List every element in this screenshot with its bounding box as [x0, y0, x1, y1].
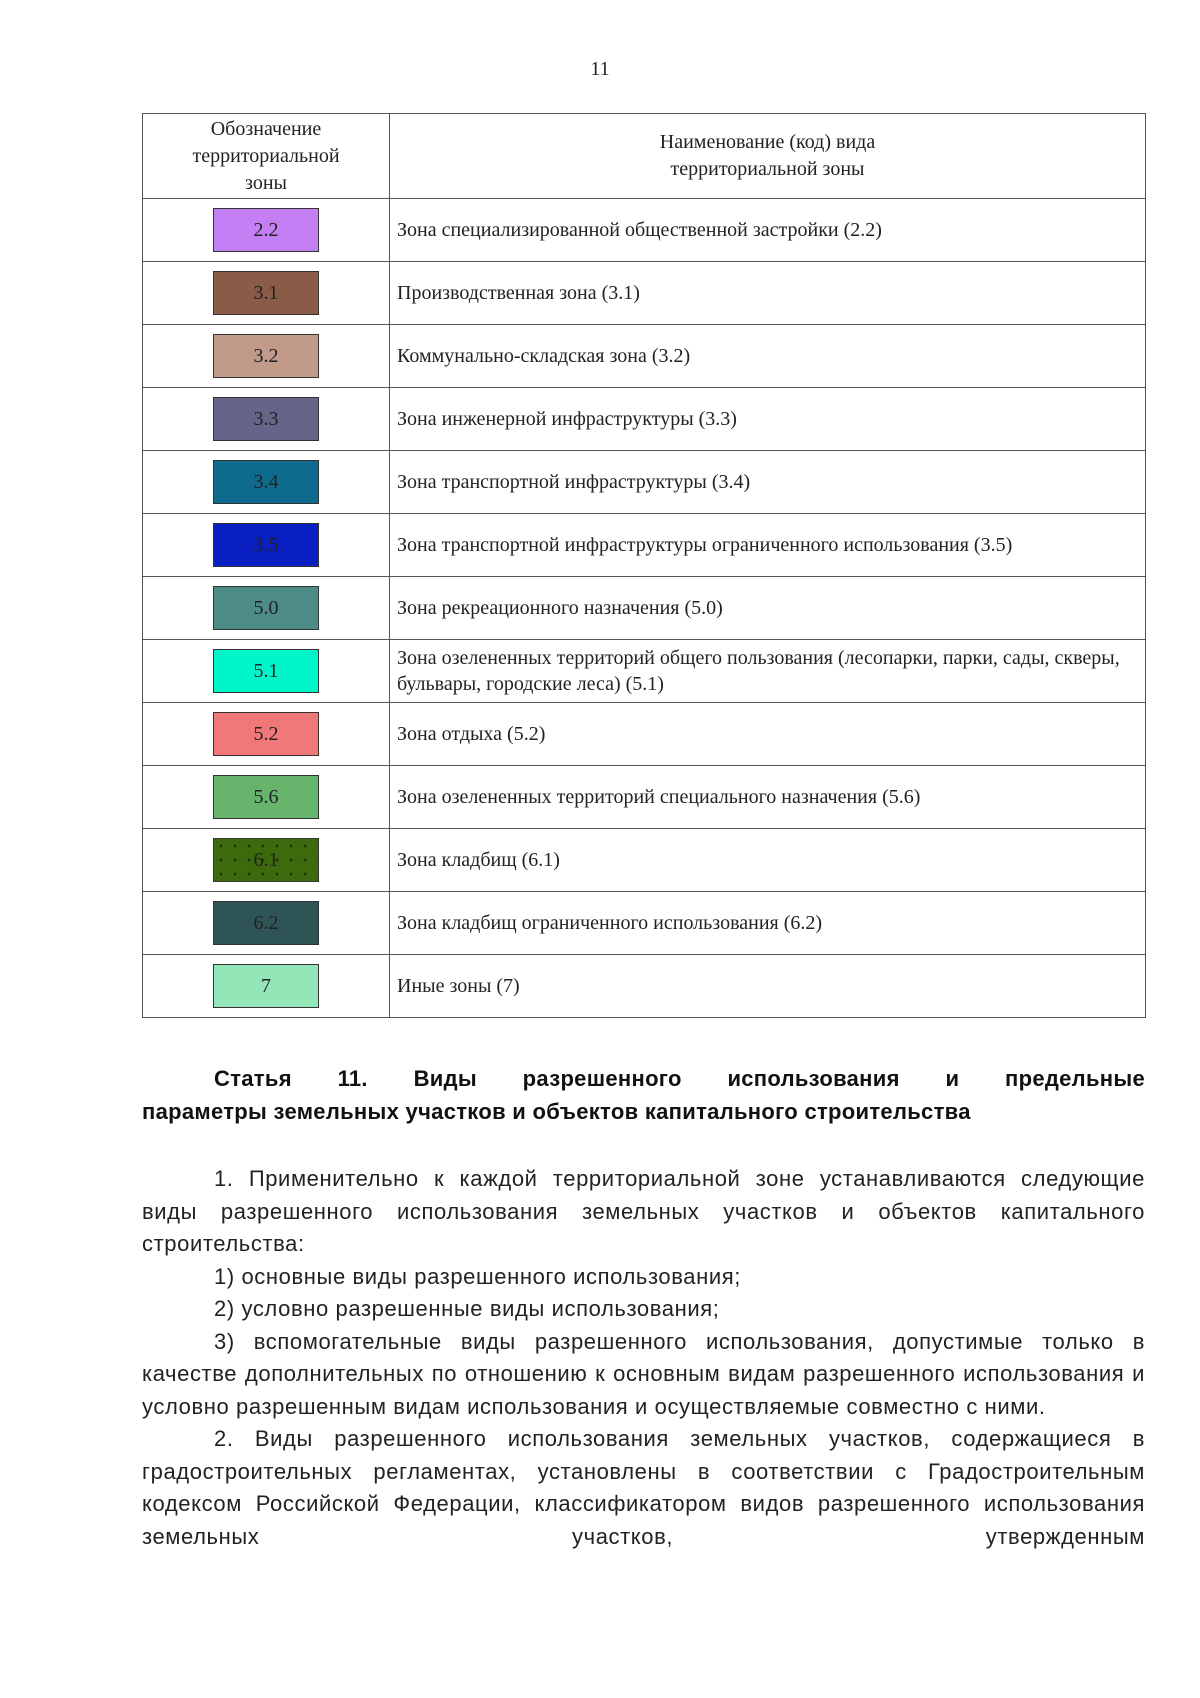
article-heading-line-1: Статья 11. Виды разрешенного использования и предельные: [214, 1066, 1145, 1091]
header-zone-code: Обозначение территориальной зоны: [143, 114, 390, 199]
zone-name: Зона транспортной инфраструктуры (3.4): [390, 451, 1146, 514]
zone-color-swatch: 6.1: [213, 838, 319, 882]
zone-swatch-cell: [143, 388, 390, 451]
zone-swatch-cell: [143, 451, 390, 514]
table-row: [143, 577, 1146, 640]
paragraph-1: 1. Применительно к каждой территориальной зоне устанавливаются следующие виды разрешенного использования земельных участков и объектов капитального строительства:: [142, 1166, 1145, 1256]
table-row: [143, 514, 1146, 577]
article-heading: [142, 1062, 1145, 1128]
zone-name: Иные зоны (7): [390, 955, 1146, 1018]
paragraph-list-item-3: 3) вспомогательные виды разрешенного использования, допустимые только в качестве дополнительных по отношению к основным видам разрешенного использования и условно разрешенным видам использования и осуществляемые совместно с ними.: [142, 1328, 1145, 1419]
paragraph-list-item-2: 2) условно разрешенные виды использования;: [214, 1296, 720, 1321]
zone-name: Зона специализированной общественной застройки (2.2): [390, 199, 1146, 262]
zone-color-swatch: 7: [213, 964, 319, 1008]
zone-color-swatch: 5.6: [213, 775, 319, 819]
table-row: [143, 262, 1146, 325]
table-row: [143, 388, 1146, 451]
zone-swatch-cell: [143, 262, 390, 325]
table-row: [143, 829, 1146, 892]
zone-swatch-cell: [143, 766, 390, 829]
zone-name: Зона рекреационного назначения (5.0): [390, 577, 1146, 640]
zone-name: Зона отдыха (5.2): [390, 703, 1146, 766]
zone-color-swatch: 5.1: [213, 649, 319, 693]
zone-color-swatch: 3.5: [213, 523, 319, 567]
paragraph-list-item-1: 1) основные виды разрешенного использования;: [214, 1263, 741, 1289]
table-row: [143, 199, 1146, 262]
table-row: [143, 955, 1146, 1018]
zone-name: Производственная зона (3.1): [390, 262, 1146, 325]
zone-color-swatch: 6.2: [213, 901, 319, 945]
zone-name: Зона инженерной инфраструктуры (3.3): [390, 388, 1146, 451]
zone-color-swatch: 5.2: [213, 712, 319, 756]
table-header-row: [143, 114, 1146, 199]
zone-swatch-cell: [143, 892, 390, 955]
zone-swatch-cell: [143, 640, 390, 703]
zone-swatch-cell: [143, 829, 390, 892]
zone-swatch-cell: [143, 955, 390, 1018]
zone-swatch-cell: [143, 577, 390, 640]
zone-name: Зона транспортной инфраструктуры ограниченного использования (3.5): [390, 514, 1146, 577]
zone-swatch-cell: [143, 703, 390, 766]
zone-name: Зона озелененных территорий общего пользования (лесопарки, парки, сады, скверы, бульвары, городские леса) (5.1): [390, 640, 1146, 703]
zone-color-swatch: 5.0: [213, 586, 319, 630]
zone-color-swatch: 3.2: [213, 334, 319, 378]
article-heading-line-2: параметры земельных участков и объектов капитального строительства: [142, 1099, 971, 1124]
paragraph-2: 2. Виды разрешенного использования земельных участков, содержащиеся в градостроительных регламентах, установлены в соответствии с Градостроительным кодексом Российской Федерации, классификатором видов разрешенного использования земельных участков, утвержденным: [142, 1426, 1145, 1549]
zone-color-swatch: 3.4: [213, 460, 319, 504]
zone-swatch-cell: [143, 514, 390, 577]
zone-name: Зона кладбищ ограниченного использования (6.2): [390, 892, 1146, 955]
zone-color-swatch: 2.2: [213, 208, 319, 252]
table-row: [143, 892, 1146, 955]
table-row: [143, 766, 1146, 829]
table-row: [143, 325, 1146, 388]
zone-color-swatch: 3.3: [213, 397, 319, 441]
zone-color-swatch: 3.1: [213, 271, 319, 315]
header-zone-name: Наименование (код) вида территориальной зоны: [390, 114, 1146, 199]
zones-legend-table: [142, 113, 1146, 1018]
page-number: 11: [590, 58, 610, 80]
table-row: [143, 451, 1146, 514]
zone-name: Зона кладбищ (6.1): [390, 829, 1146, 892]
article-body: [142, 1163, 1145, 1553]
zone-swatch-cell: [143, 199, 390, 262]
zone-swatch-cell: [143, 325, 390, 388]
table-row: [143, 703, 1146, 766]
table-row: [143, 640, 1146, 703]
zone-name: Коммунально-складская зона (3.2): [390, 325, 1146, 388]
zone-name: Зона озелененных территорий специального назначения (5.6): [390, 766, 1146, 829]
